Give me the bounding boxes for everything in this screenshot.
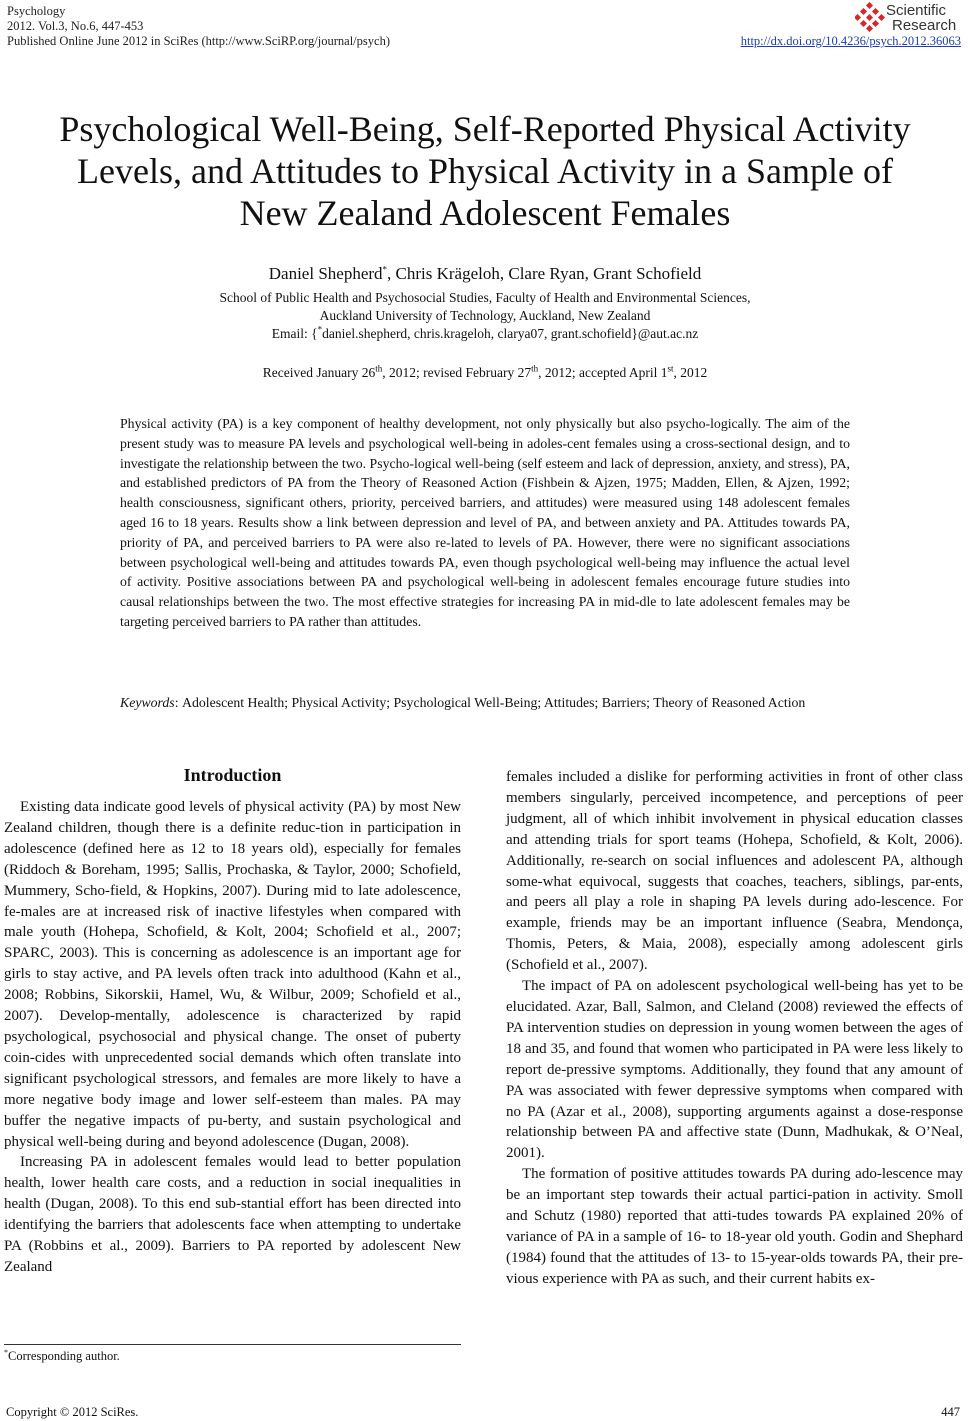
ordinal-suffix: th [531,363,539,374]
journal-volume: 2012. Vol.3, No.6, 447-453 [7,19,144,33]
footnote [4,1348,120,1364]
corresponding-mark: * [382,264,388,275]
affiliation-line: Auckland University of Technology, Auckland, New Zealand [319,308,651,323]
keywords-sep: : [174,695,182,710]
paragraph: Existing data indicate good levels of physical activity (PA) by most New Zealand children, though there is a definite reduc-tion in participation in adolescence (defined here as 12 to 18 years old), especially for females (Riddoch & Boreham, 1995; Sallis, Prochaska, & Taylor, 2000; Schofield, Mummery, Scho-field, & Hopkins, 2007). During mid to late adolescence, fe-males are at increased risk of inactive lifestyles when compared with male youth (Hohepa, Schofield, & Kolt, 2004; Schofield et al., 2007; SPARC, 2003). This is concerning as adolescence is an important age for girls to stay active, and PA levels often track into adulthood (Kahn et al., 2008; Robbins, Sikorskii, Hamel, Wu, & Wilbur, 2009; Schofield et al., 2007). Develop-mentally, adolescence is characterized by rapid psychological, psychosocial and physical change. The onset of puberty coin-cides with unprecedented social demands which often translate into significant psychological stressors, and females are more likely to have a more negative body image and lower self-esteem than males. PA may buffer the negative impacts of pu-berty, and sustain psychological and physical well-being during and beyond adolescence (Dugan, 2008). [4,799,461,1150]
title-line: Psychological Well-Being, Self-Reported Physical Activity [59,109,911,149]
logo-text-scientific: Scientific [886,2,947,19]
page-number: 447 [941,1405,960,1419]
paragraph: The formation of positive attitudes towards PA during ado-lescence may be an important step towards their actual partici-pation in activity. Smoll and Schutz (1980) reported that atti-tudes towards PA explained 20% of variance of PA in a sample of 16- to 18-year old youth. Godin and Shephard (1984) found that the attitudes of 13- to 15-year-olds towards PA, their pre-vious experience with PA as such, and their current habits ex- [506,1166,963,1287]
copyright-notice: Copyright © 2012 SciRes. [6,1405,139,1419]
footnote-text: Corresponding author. [8,1349,120,1363]
right-column [506,767,963,1290]
email-mark: * [317,324,323,335]
abstract: Physical activity (PA) is a key component of healthy development, not only physically but also psycho-logically. The aim of the present study was to measure PA levels and psychological well-being in adoles-cent females using a cross-sectional design, and to investigate the relationship between the two. Psycho-logical well-being (self esteem and lack of depression, anxiety, and stress), PA, and established predictors of PA from the Theory of Reasoned Action (Fishbein & Ajzen, 1975; Madden, Ellen, & Ajzen, 1992; health consciousness, significant others, priority, perceived barriers, and attitudes) were measured using 148 adolescent females aged 16 to 18 years. Results show a link between depression and level of PA, and between anxiety and PA. Attitudes towards PA, priority of PA, and perceived barriers to PA were also re-lated to levels of PA. However, there were no significant associations between psychological well-being and attitudes towards PA, even though psychological well-being may influence the actual level of activity. Positive associations between PA and psychological well-being in adolescent females encourage future studies into causal relationships between the two. The most effective strategies for increasing PA in mid-dle to late adolescent females may be targeting perceived barriers to PA rather than attitudes. [120,416,850,629]
email-addresses[interactable]: daniel.shepherd, chris.krageloh, clarya07, grant.schofield}@aut.ac.nz [322,326,699,341]
journal-header [7,4,390,49]
keywords [120,693,850,713]
title-line: New Zealand Adolescent Females [239,193,731,233]
affiliation-line: School of Public Health and Psychosocial Studies, Faculty of Health and Environmental Sciences, [219,290,751,305]
revised-text: , 2012; revised February 27 [382,365,532,380]
scientific-research-logo-icon [855,2,885,32]
ordinal-suffix: th [375,363,383,374]
logo-text-research: Research [892,17,957,34]
other-authors: , Chris Krägeloh, Clare Ryan, Grant Schofield [387,264,702,283]
email-prefix: Email: { [271,326,318,341]
title-line: Levels, and Attitudes to Physical Activity in a Sample of [77,151,893,191]
left-column [4,797,461,1278]
published-online: Published Online June 2012 in SciRes (http://www.SciRP.org/journal/psych) [7,34,390,48]
paragraph: Increasing PA in adolescent females would lead to better population health, lower health care costs, and a reduction in social inequalities in health (Dugan, 2008). To this end sub-stantial effort has been directed into identifying the barriers that adolescents face when attempting to undertake PA (Robbins et al., 2009). Barriers to PA reported by adolescent New Zealand [4,1154,461,1275]
first-author: Daniel Shepherd [268,264,383,283]
publisher-logo [855,2,960,34]
ordinal-suffix: st [667,363,674,374]
paragraph: females included a dislike for performing activities in front of other class members singularly, perceived incompetence, and perceptions of peer judgment, all of which inhibit involvement in physical education classes and attending trials for sport teams (Hohepa, Schofield, & Kolt, 2006). Additionally, re-search on social influences and adolescent PA, although some-what equivocal, suggests that coaches, teachers, siblings, par-ents, and peers all play a role in shaping PA levels during ado-lescence. For example, friends may be an important influence (Seabra, Mendonça, Thomis, Peters, & Maia, 2008), especially among adolescent girls (Schofield et al., 2007). [506,769,963,974]
paper-title [30,108,940,234]
year-text: , 2012 [673,365,708,380]
author-email [0,325,970,343]
author-list [0,264,970,284]
doi-link[interactable]: http://dx.doi.org/10.4236/psych.2012.36063 [740,34,961,48]
keywords-label: Keywords [120,695,175,710]
paragraph: The impact of PA on adolescent psychological well-being has yet to be elucidated. Azar, Ball, Salmon, and Cleland (2008) reviewed the effects of PA intervention studies on depression in young women between the ages of 18 and 35, and found that women who participated in PA were less likely to report de-pressive symptoms. Additionally, they found that any amount of PA was associated with fewer depressive symptoms when compared with no PA (Azar et al., 2008), supporting arguments against a dose-response relationship between PA and affective state (Dunn, Madhukak, & O’Neal, 2001). [506,978,963,1162]
keywords-list: Adolescent Health; Physical Activity; Psychological Well-Being; Attitudes; Barriers; Theory of Reasoned Action [181,695,806,710]
accepted-text: , 2012; accepted April 1 [538,365,668,380]
received-dates [0,364,970,382]
journal-name: Psychology [7,4,66,18]
section-heading-introduction: Introduction [183,765,282,785]
received-text: Received January 26 [262,365,376,380]
footnote-mark: * [4,1347,8,1357]
footnote-divider [4,1344,461,1345]
